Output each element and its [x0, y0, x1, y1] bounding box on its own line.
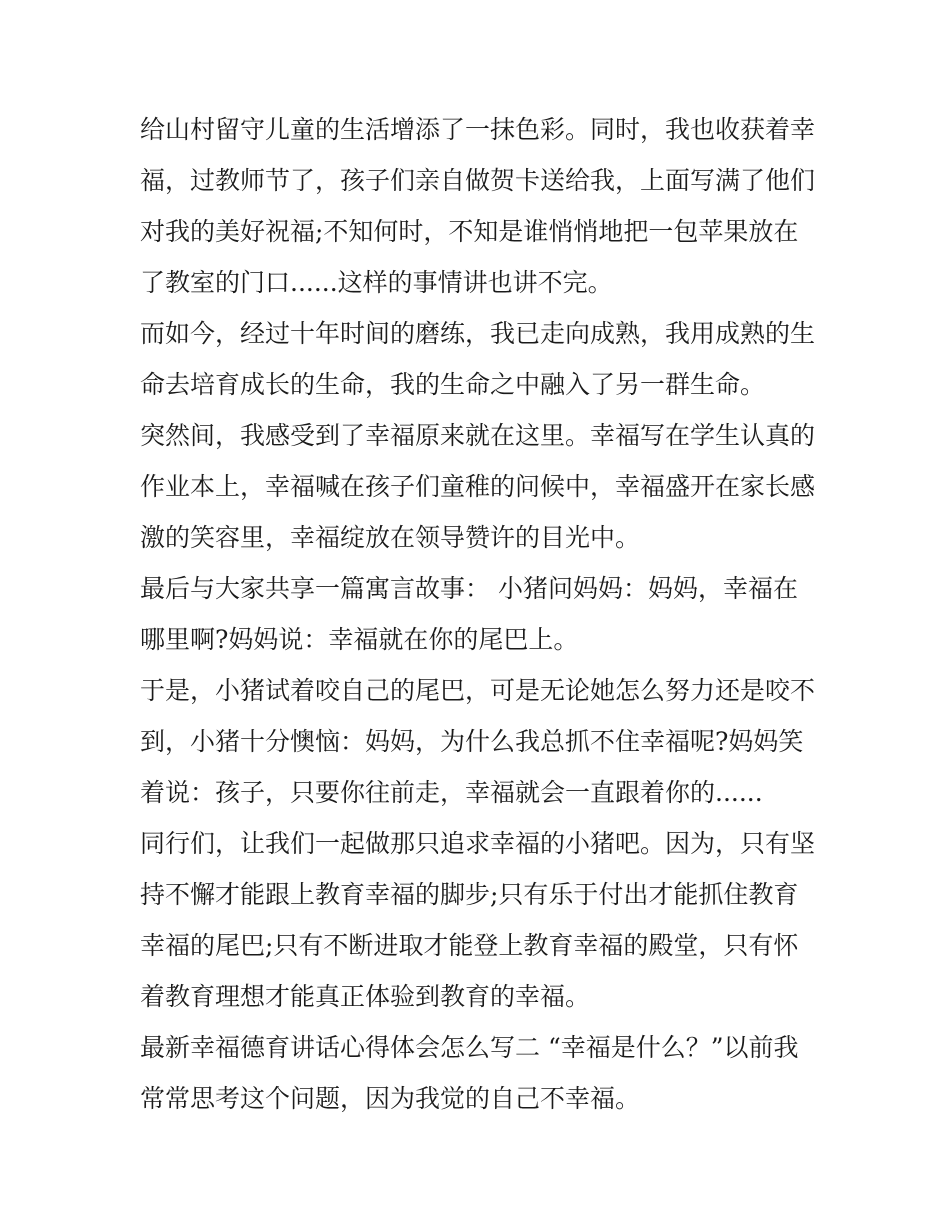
text-line: 作业本上，幸福喊在孩子们童稚的问候中，幸福盛开在家长感 — [140, 472, 815, 501]
text-line: 福，过教师节了，孩子们亲自做贺卡送给我，上面写满了他们 — [140, 166, 815, 195]
text-line: 常常思考这个问题，因为我觉的自己不幸福。 — [140, 1084, 641, 1113]
text-line: 突然间，我感受到了幸福原来就在这里。幸福写在学生认真的 — [140, 421, 815, 450]
text-line: 给山村留守儿童的生活增添了一抹色彩。同时，我也收获着幸 — [140, 115, 815, 144]
text-line: 哪里啊?妈妈说：幸福就在你的尾巴上。 — [140, 625, 579, 654]
text-line: 同行们，让我们一起做那只追求幸福的小猪吧。因为，只有坚 — [140, 829, 815, 858]
text-line: 最新幸福德育讲话心得体会怎么写二 “幸福是什么？”以前我 — [140, 1033, 799, 1062]
document-body — [140, 104, 815, 1124]
text-line: 而如今，经过十年时间的磨练，我已走向成熟，我用成熟的生 — [140, 319, 815, 348]
text-line: 于是，小猪试着咬自己的尾巴，可是无论她怎么努力还是咬不 — [140, 676, 815, 705]
text-line: 着说：孩子，只要你往前走，幸福就会一直跟着你的...... — [140, 778, 763, 807]
text-line: 持不懈才能跟上教育幸福的脚步;只有乐于付出才能抓住教育 — [140, 880, 799, 909]
text-line: 了教室的门口......这样的事情讲也讲不完。 — [140, 268, 613, 297]
text-line: 激的笑容里，幸福绽放在领导赞许的目光中。 — [140, 523, 641, 552]
text-line: 着教育理想才能真正体验到教育的幸福。 — [140, 982, 591, 1011]
text-line: 最后与大家共享一篇寓言故事： 小猪问妈妈：妈妈，幸福在 — [140, 574, 798, 603]
text-line: 命去培育成长的生命，我的生命之中融入了另一群生命。 — [140, 370, 766, 399]
text-line: 幸福的尾巴;只有不断进取才能登上教育幸福的殿堂，只有怀 — [140, 931, 799, 960]
text-line: 对我的美好祝福;不知何时，不知是谁悄悄地把一包苹果放在 — [140, 217, 799, 246]
text-line: 到，小猪十分懊恼：妈妈，为什么我总抓不住幸福呢?妈妈笑 — [140, 727, 804, 756]
